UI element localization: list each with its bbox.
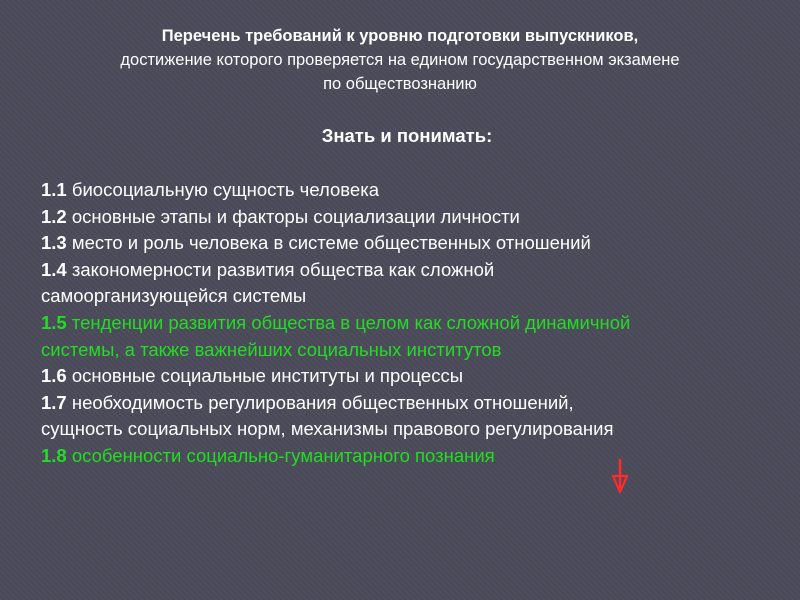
list-item-1-8 [41, 443, 791, 470]
list-item-1-7 [41, 390, 791, 417]
item-text: биосоциальную сущность человека [71, 179, 379, 200]
page-title: Перечень требований к уровню подготовки выпускников, [161, 27, 639, 45]
item-text: закономерности развития общества как сложной [71, 258, 495, 280]
item-text: основные этапы и факторы социализации личности [71, 205, 520, 227]
list-item-1-5 [41, 310, 791, 337]
page-subtitle-line-2: по обществознанию [323, 75, 477, 93]
requirements-list [41, 177, 791, 470]
list-item-1-7-continuation: сущность социальных норм, механизмы правового регулирования [41, 418, 614, 440]
list-item-1-3 [41, 230, 791, 257]
item-number: 1.2 [41, 205, 67, 227]
list-item-1-5-continuation: системы, а также важнейших социальных институтов [41, 338, 502, 360]
item-text: место и роль человека в системе общественных отношений [71, 232, 591, 254]
item-text: тенденции развития общества в целом как сложной динамичной [71, 311, 631, 333]
list-item-1-1 [41, 177, 791, 204]
item-number: 1.1 [41, 179, 67, 200]
item-number: 1.3 [41, 232, 67, 254]
item-number: 1.6 [41, 365, 67, 387]
item-text: особенности социально-гуманитарного познания [71, 444, 495, 466]
list-item-1-4 [41, 257, 791, 284]
item-number: 1.5 [41, 311, 67, 333]
list-item-1-4-continuation: самоорганизующейся системы [41, 285, 307, 307]
item-number: 1.4 [41, 258, 67, 280]
item-text: необходимость регулирования общественных отношений, [71, 391, 574, 413]
down-arrow-icon [610, 458, 630, 494]
item-text: основные социальные институты и процессы [71, 365, 464, 387]
page-subtitle-line-1: достижение которого проверяется на едином государственном экзамене [120, 51, 680, 69]
item-number: 1.8 [41, 444, 67, 466]
item-number: 1.7 [41, 391, 67, 413]
list-item-1-2 [41, 204, 791, 231]
section-title: Знать и понимать: [321, 125, 493, 146]
list-item-1-6 [41, 363, 791, 390]
